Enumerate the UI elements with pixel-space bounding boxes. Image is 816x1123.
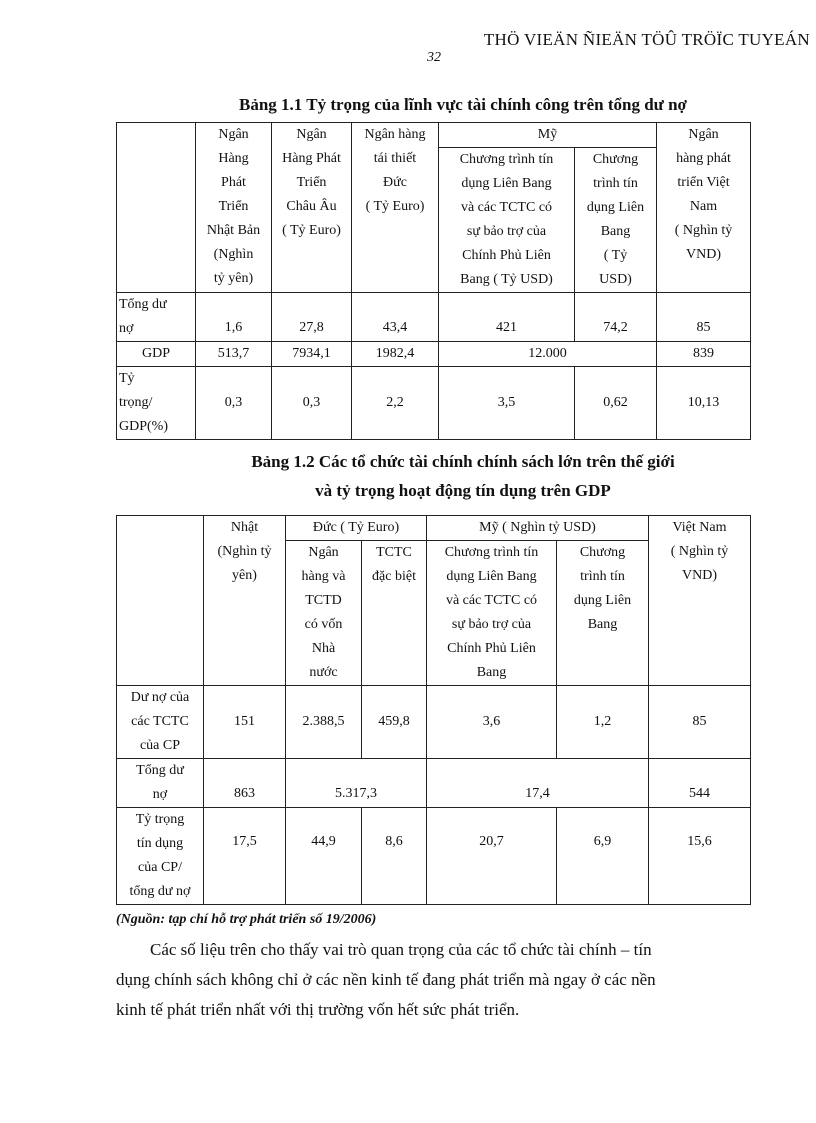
cell: 459,8 — [362, 686, 427, 759]
cell: 44,9 — [286, 808, 362, 905]
cell: 1982,4 — [352, 342, 439, 367]
table-row — [117, 686, 751, 759]
row-label: Tỷ trọng tín dụng của CP/ tổng dư nợ — [117, 808, 204, 905]
cell: 12.000 — [439, 342, 657, 367]
cell: 151 — [204, 686, 286, 759]
cell: 7934,1 — [272, 342, 352, 367]
cell: 74,2 — [575, 293, 657, 342]
table-row — [117, 367, 751, 440]
cell: 1,6 — [196, 293, 272, 342]
row-label: Tổng dư nợ — [117, 293, 196, 342]
table2-title-line1: Bảng 1.2 Các tổ chức tài chính chính sách lớn trên thế giới — [251, 452, 675, 471]
row-label: Dư nợ của các TCTC của CP — [117, 686, 204, 759]
source-note: (Nguồn: tạp chí hỗ trợ phát triển số 19/2006) — [116, 912, 377, 927]
table-row — [117, 808, 751, 905]
table1-col-vn: Ngân hàng phát triển Việt Nam ( Nghìn tỷ VND) — [657, 123, 751, 293]
cell: 2,2 — [352, 367, 439, 440]
table2-col-duc-a: Ngân hàng và TCTD có vốn Nhà nước — [286, 541, 362, 686]
page-number: 32 — [427, 50, 441, 65]
row-label: Tổng dư nợ — [117, 759, 204, 808]
cell: 1,2 — [557, 686, 649, 759]
cell: 421 — [439, 293, 575, 342]
body-paragraph — [116, 935, 750, 1025]
cell: 3,6 — [427, 686, 557, 759]
table2-col-my: Mỹ ( Nghìn tỷ USD) — [427, 516, 649, 541]
cell: 5.317,3 — [286, 759, 427, 808]
cell: 17,5 — [204, 808, 286, 905]
table2-title-line2: và tỷ trọng hoạt động tín dụng trên GDP — [315, 481, 611, 500]
cell: 544 — [649, 759, 751, 808]
table-row — [117, 293, 751, 342]
table2-col-duc-b: TCTC đặc biệt — [362, 541, 427, 686]
cell: 15,6 — [649, 808, 751, 905]
paragraph-line: Các số liệu trên cho thấy vai trò quan trọng của các tổ chức tài chính – tín — [150, 940, 652, 959]
cell: 0,3 — [196, 367, 272, 440]
cell: 3,5 — [439, 367, 575, 440]
row-label: Tỷ trọng/ GDP(%) — [117, 367, 196, 440]
cell: 20,7 — [427, 808, 557, 905]
table1-corner — [117, 123, 196, 293]
cell: 10,13 — [657, 367, 751, 440]
table2-col-duc: Đức ( Tỷ Euro) — [286, 516, 427, 541]
cell: 839 — [657, 342, 751, 367]
cell: 8,6 — [362, 808, 427, 905]
paragraph-line: kinh tế phát triển nhất với thị trường vốn hết sức phát triển. — [116, 1000, 520, 1019]
paragraph-line: dụng chính sách không chỉ ở các nền kinh tế đang phát triển mà ngay ở các nền — [116, 970, 656, 989]
table1-col-my-a: Chương trình tín dụng Liên Bang và các TCTC có sự bảo trợ của Chính Phủ Liên Bang ( Tỷ USD) — [439, 148, 575, 293]
table-2 — [116, 515, 751, 905]
cell: 17,4 — [427, 759, 649, 808]
row-label: GDP — [117, 342, 196, 367]
table1-col-my: Mỹ — [439, 123, 657, 148]
table1-col-my-b: Chương trình tín dụng Liên Bang ( Tỷ USD) — [575, 148, 657, 293]
table2-col-nhat: Nhật (Nghìn tỷ yên) — [204, 516, 286, 686]
cell: 85 — [649, 686, 751, 759]
table-row — [117, 342, 751, 367]
cell: 2.388,5 — [286, 686, 362, 759]
table2-col-my-a: Chương trình tín dụng Liên Bang và các TCTC có sự bảo trợ của Chính Phủ Liên Bang — [427, 541, 557, 686]
site-header: THÖ VIEÄN ÑIEÄN TÖÛ TRÖÏC TUYEÁN — [483, 30, 810, 49]
cell: 0,3 — [272, 367, 352, 440]
table1-col-chauau: Ngân Hàng Phát Triển Châu Âu ( Tỷ Euro) — [272, 123, 352, 293]
cell: 513,7 — [196, 342, 272, 367]
cell: 85 — [657, 293, 751, 342]
table1-col-nhat: Ngân Hàng Phát Triển Nhật Bản (Nghìn tỷ yên) — [196, 123, 272, 293]
cell: 27,8 — [272, 293, 352, 342]
table1-title: Bảng 1.1 Tỷ trọng của lĩnh vực tài chính công trên tổng dư nợ — [239, 95, 687, 114]
table2-col-my-b: Chương trình tín dụng Liên Bang — [557, 541, 649, 686]
cell: 863 — [204, 759, 286, 808]
cell: 6,9 — [557, 808, 649, 905]
cell: 0,62 — [575, 367, 657, 440]
table1-col-duc: Ngân hàng tái thiết Đức ( Tỷ Euro) — [352, 123, 439, 293]
table-row — [117, 759, 751, 808]
table2-corner — [117, 516, 204, 686]
table2-col-vn: Việt Nam ( Nghìn tỷ VND) — [649, 516, 751, 686]
cell: 43,4 — [352, 293, 439, 342]
table-1 — [116, 122, 751, 440]
